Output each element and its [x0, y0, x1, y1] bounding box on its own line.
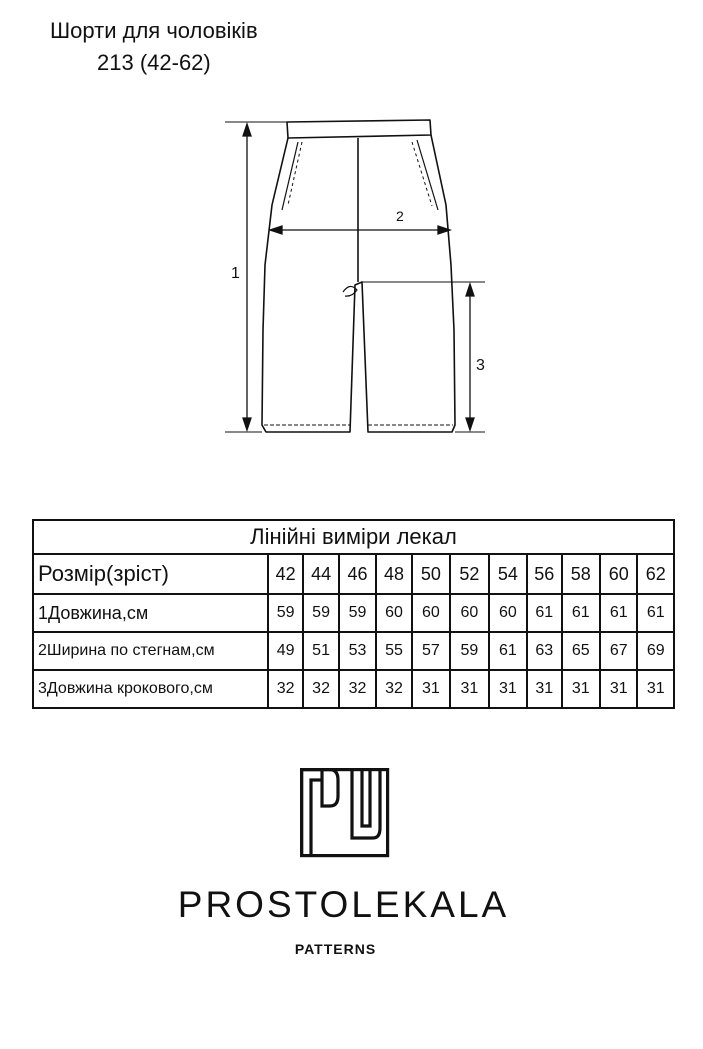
row-label: 1Довжина,см — [33, 594, 268, 632]
value-cell: 61 — [489, 632, 527, 670]
size-label: Розмір(зріст) — [33, 554, 268, 594]
value-cell: 49 — [268, 632, 303, 670]
value-cell: 51 — [303, 632, 338, 670]
value-cell: 31 — [527, 670, 561, 708]
value-cell: 61 — [527, 594, 561, 632]
dimension-label-2: 2 — [396, 208, 404, 224]
value-cell: 31 — [489, 670, 527, 708]
value-cell: 61 — [600, 594, 637, 632]
size-cell: 52 — [450, 554, 488, 594]
size-cell: 54 — [489, 554, 527, 594]
value-cell: 59 — [268, 594, 303, 632]
table-row — [33, 670, 674, 708]
value-cell: 31 — [412, 670, 450, 708]
value-cell: 32 — [268, 670, 303, 708]
size-cell: 42 — [268, 554, 303, 594]
value-cell: 57 — [412, 632, 450, 670]
model-number: 213 (42-62) — [97, 50, 211, 75]
size-cell: 50 — [412, 554, 450, 594]
value-cell: 60 — [412, 594, 450, 632]
value-cell: 60 — [450, 594, 488, 632]
value-cell: 53 — [339, 632, 376, 670]
value-cell: 69 — [637, 632, 674, 670]
value-cell: 63 — [527, 632, 561, 670]
document-title: Шорти для чоловіків — [50, 18, 258, 43]
row-label: 3Довжина крокового,см — [33, 670, 268, 708]
row-label: 2Ширина по стегнам,см — [33, 632, 268, 670]
value-cell: 65 — [562, 632, 600, 670]
value-cell: 59 — [339, 594, 376, 632]
value-cell: 32 — [339, 670, 376, 708]
value-cell: 31 — [637, 670, 674, 708]
table-row — [33, 594, 674, 632]
value-cell: 67 — [600, 632, 637, 670]
value-cell: 32 — [303, 670, 338, 708]
waistband — [287, 120, 431, 138]
shorts-technical-drawing — [0, 100, 703, 445]
dimension-label-3: 3 — [476, 357, 485, 374]
size-cell: 62 — [637, 554, 674, 594]
size-cell: 48 — [376, 554, 411, 594]
value-cell: 55 — [376, 632, 411, 670]
dimension-label-1: 1 — [231, 265, 240, 282]
value-cell: 31 — [562, 670, 600, 708]
value-cell: 61 — [637, 594, 674, 632]
value-cell: 61 — [562, 594, 600, 632]
value-cell: 60 — [489, 594, 527, 632]
size-cell: 56 — [527, 554, 561, 594]
table-row — [33, 632, 674, 670]
value-cell: 60 — [376, 594, 411, 632]
value-cell: 32 — [376, 670, 411, 708]
value-cell: 31 — [600, 670, 637, 708]
brand-logo-icon — [300, 768, 390, 858]
size-cell: 44 — [303, 554, 338, 594]
size-cell: 60 — [600, 554, 637, 594]
brand-name: PROSTOLEKALA — [177, 884, 510, 925]
measurements-table — [32, 519, 675, 709]
size-row — [33, 554, 674, 594]
value-cell: 59 — [303, 594, 338, 632]
size-cell: 46 — [339, 554, 376, 594]
table-title: Лінійні виміри лекал — [33, 520, 674, 554]
brand-tagline: PATTERNS — [294, 941, 377, 957]
value-cell: 59 — [450, 632, 488, 670]
value-cell: 31 — [450, 670, 488, 708]
size-cell: 58 — [562, 554, 600, 594]
